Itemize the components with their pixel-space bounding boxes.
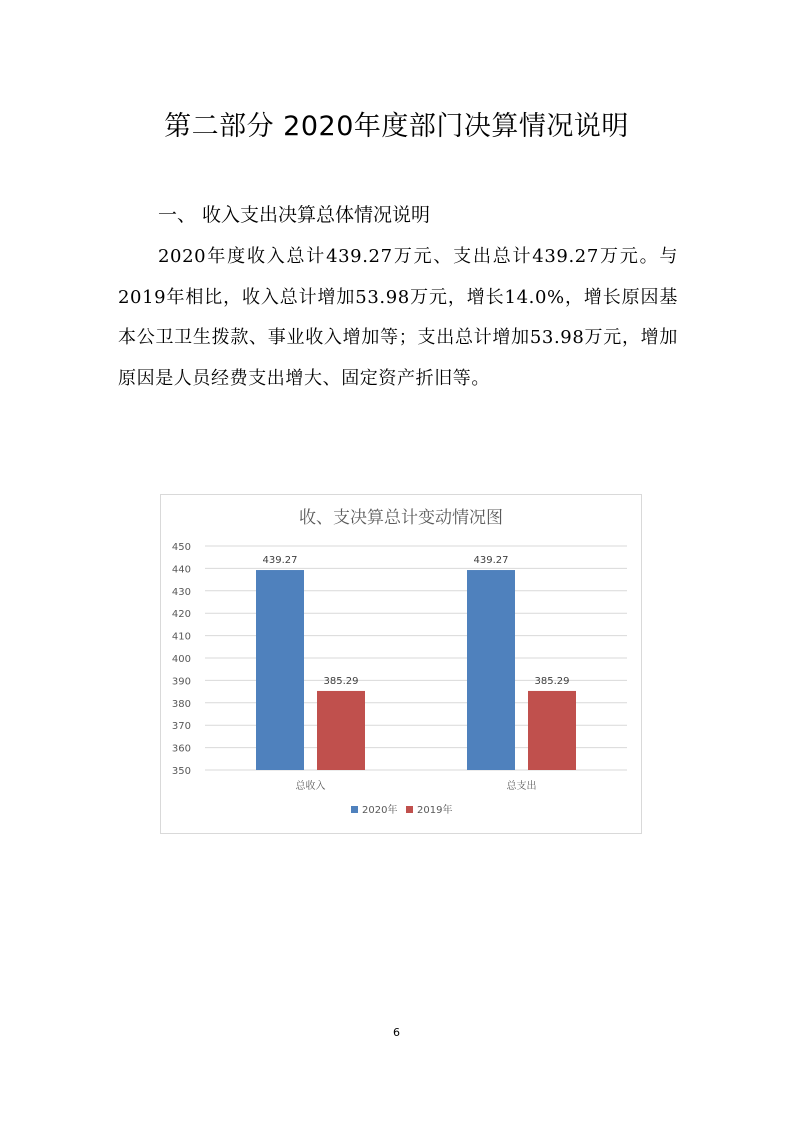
y-tick-label: 450 [171, 542, 191, 553]
category-label: 总收入 [295, 781, 326, 792]
bar [528, 691, 576, 770]
chart-title: 收、支决算总计变动情况图 [299, 508, 503, 528]
legend-swatch [406, 806, 413, 813]
bar [256, 570, 304, 770]
y-tick-label: 420 [171, 609, 191, 621]
legend-label: 2020年 [362, 805, 398, 816]
data-label: 385.29 [323, 675, 359, 687]
data-label: 439.27 [473, 555, 509, 567]
y-tick-label: 370 [171, 721, 191, 733]
legend-label: 2019年 [417, 805, 453, 816]
page-title: 第二部分 2020年度部门决算情况说明 [164, 111, 629, 142]
y-tick-label: 360 [171, 743, 191, 755]
bar [317, 691, 365, 770]
y-tick-label: 440 [171, 564, 191, 576]
y-tick-label: 400 [171, 654, 191, 665]
body-paragraph: 2020年度收入总计439.27万元、支出总计439.27万元。与2019年相比，收入总计增加53.98万元，增长14.0%，增长原因基本公卫卫生拨款、事业收入增加等；支出总计增加53.98万元，增加原因是人员经费支出增大、固定资产折旧等。 [118, 246, 678, 389]
page-number: 6 [393, 1026, 400, 1039]
y-tick-label: 380 [171, 698, 191, 710]
chart-container [160, 494, 642, 834]
data-label: 385.29 [534, 675, 570, 687]
y-tick-label: 430 [171, 586, 191, 598]
data-label: 439.27 [262, 555, 298, 567]
y-tick-label: 350 [171, 766, 191, 777]
category-label: 总支出 [506, 781, 537, 792]
section-heading: 一、 收入支出决算总体情况说明 [158, 204, 431, 226]
bar [467, 570, 515, 770]
y-tick-label: 410 [171, 631, 191, 643]
y-tick-label: 390 [171, 676, 191, 688]
bar-chart [161, 495, 641, 833]
legend-swatch [351, 806, 358, 813]
